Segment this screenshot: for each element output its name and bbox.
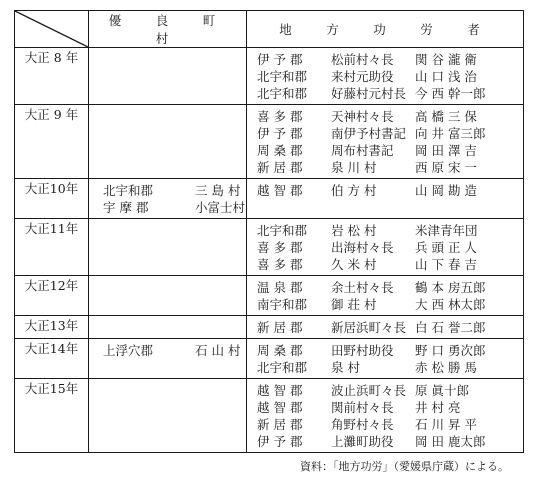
officer-name: 西 原 宋 一	[415, 160, 477, 175]
officer-county: 越 智 郡	[257, 183, 303, 198]
officer-entry	[257, 256, 523, 273]
year-row	[15, 179, 524, 219]
model-village-cell	[89, 105, 247, 179]
officer-position: 伯 方 村	[331, 183, 377, 198]
officer-position: 出海村々長	[331, 240, 394, 255]
officer-position: 岩 松 村	[331, 223, 377, 238]
officer-entry	[257, 159, 523, 176]
village-name: 小富士村	[195, 200, 246, 215]
officer-position: 新居浜町々長	[331, 320, 407, 335]
officer-entry	[257, 182, 523, 199]
officer-county: 北宇和郡	[257, 223, 308, 238]
header-row	[15, 11, 524, 48]
officer-cell	[247, 179, 524, 219]
village-county: 上浮穴郡	[103, 343, 154, 358]
model-village-cell	[89, 276, 247, 316]
officer-name: 大 西 林太郎	[415, 297, 486, 312]
officer-position: 御 荘 村	[331, 297, 377, 312]
officer-county: 伊 予 郡	[257, 434, 303, 449]
year-cell: 大正 8 年	[15, 48, 89, 105]
officer-name: 高 橋 三 保	[415, 109, 477, 124]
officer-cell	[247, 276, 524, 316]
officer-name: 白 石 誉二郎	[415, 320, 486, 335]
village-name: 三 島 村	[195, 183, 241, 198]
officer-position: 久 米 村	[331, 257, 377, 272]
officer-name: 岡 田 澤 吉	[415, 143, 477, 158]
honors-table	[14, 10, 524, 453]
officer-county: 越 智 郡	[257, 400, 303, 415]
officer-position: 余土村々長	[331, 280, 394, 295]
village-entry	[103, 342, 246, 359]
officer-county: 伊 予 郡	[257, 126, 303, 141]
officer-position: 来村元助役	[331, 69, 394, 84]
year-row	[15, 339, 524, 379]
officer-name: 関 谷 瀧 衛	[415, 52, 477, 67]
officer-entry	[257, 433, 523, 450]
officer-county: 周 桑 郡	[257, 343, 303, 358]
officer-county: 喜 多 郡	[257, 109, 303, 124]
officer-name: 赤 松 勝 馬	[415, 360, 477, 375]
officer-name: 井 村 亮	[415, 400, 461, 415]
officer-entry	[257, 296, 523, 313]
officer-name: 今 西 幹一郎	[415, 86, 486, 101]
year-cell: 大正13年	[15, 316, 89, 339]
officer-county: 北宇和郡	[257, 69, 308, 84]
year-cell: 大正11年	[15, 219, 89, 276]
officer-position: 泉 川 村	[331, 160, 377, 175]
year-cell: 大正15年	[15, 379, 89, 453]
officer-position: 泉 村	[331, 360, 360, 375]
village-county: 宇 摩 郡	[103, 200, 149, 215]
officer-cell	[247, 219, 524, 276]
officer-county: 越 智 郡	[257, 383, 303, 398]
model-village-cell	[89, 379, 247, 453]
officer-position: 関前村々長	[331, 400, 394, 415]
model-village-cell	[89, 339, 247, 379]
diagonal-line	[15, 11, 88, 47]
officer-entry	[257, 142, 523, 159]
officer-position: 上灘町助役	[331, 434, 394, 449]
officer-entry	[257, 239, 523, 256]
officer-position: 角野村々長	[331, 417, 394, 432]
model-village-cell	[89, 316, 247, 339]
officer-cell	[247, 105, 524, 179]
year-cell: 大正14年	[15, 339, 89, 379]
officer-county: 新 居 郡	[257, 417, 303, 432]
officer-county: 北宇和郡	[257, 86, 308, 101]
officer-county: 新 居 郡	[257, 320, 303, 335]
officer-name: 山 口 浅 治	[415, 69, 477, 84]
officer-entry	[257, 416, 523, 433]
officer-name: 石 川 昇 平	[415, 417, 477, 432]
year-row	[15, 276, 524, 316]
model-village-cell	[89, 219, 247, 276]
officer-cell	[247, 379, 524, 453]
officer-entry	[257, 342, 523, 359]
model-village-cell	[89, 48, 247, 105]
officer-name: 野 口 勇次郎	[415, 343, 486, 358]
officer-county: 喜 多 郡	[257, 240, 303, 255]
officer-position: 周布村書記	[331, 143, 394, 158]
officer-position: 南伊予村書記	[331, 126, 407, 141]
officer-name: 山 下 春 吉	[415, 257, 477, 272]
year-row	[15, 219, 524, 276]
header-model-villages: 優 良 町 村	[89, 11, 247, 48]
officer-cell	[247, 48, 524, 105]
village-county: 北宇和郡	[103, 183, 154, 198]
officer-name: 原 眞十郎	[415, 383, 469, 398]
officer-position: 波止浜町々長	[331, 383, 407, 398]
year-cell: 大正 9 年	[15, 105, 89, 179]
year-row	[15, 48, 524, 105]
village-entry	[103, 199, 246, 216]
officer-entry	[257, 108, 523, 125]
officer-position: 好藤村元村長	[331, 86, 407, 101]
officer-entry	[257, 51, 523, 68]
officer-county: 伊 予 郡	[257, 52, 303, 67]
officer-name: 向 井 富三郎	[415, 126, 486, 141]
year-cell: 大正10年	[15, 179, 89, 219]
officer-entry	[257, 125, 523, 142]
village-name: 石 山 村	[195, 343, 241, 358]
header-local-merit-persons: 地 方 功 労 者	[247, 11, 524, 48]
officer-county: 北宇和郡	[257, 360, 308, 375]
officer-county: 新 居 郡	[257, 160, 303, 175]
year-row	[15, 105, 524, 179]
officer-position: 松前村々長	[331, 52, 394, 67]
officer-entry	[257, 319, 523, 336]
officer-name: 米津青年団	[415, 223, 478, 238]
officer-entry	[257, 399, 523, 416]
officer-cell	[247, 316, 524, 339]
source-note: 資料：「地方功労」（愛媛県庁蔵）による。	[300, 460, 509, 473]
year-row	[15, 379, 524, 453]
officer-position: 天神村々長	[331, 109, 394, 124]
officer-entry	[257, 85, 523, 102]
officer-position: 田野村助役	[331, 343, 394, 358]
model-village-cell	[89, 179, 247, 219]
officer-county: 周 桑 郡	[257, 143, 303, 158]
officer-name: 岡 田 鹿太郎	[415, 434, 486, 449]
officer-cell	[247, 339, 524, 379]
corner-cell	[15, 11, 89, 48]
officer-name: 山 岡 勘 造	[415, 183, 477, 198]
officer-name: 兵 頭 正 人	[415, 240, 477, 255]
officer-entry	[257, 68, 523, 85]
officer-entry	[257, 222, 523, 239]
officer-county: 温 泉 郡	[257, 280, 303, 295]
officer-entry	[257, 279, 523, 296]
year-cell: 大正12年	[15, 276, 89, 316]
officer-name: 鶴 本 房五郎	[415, 280, 486, 295]
village-entry	[103, 182, 246, 199]
officer-entry	[257, 382, 523, 399]
officer-entry	[257, 359, 523, 376]
officer-county: 喜 多 郡	[257, 257, 303, 272]
year-row	[15, 316, 524, 339]
officer-county: 南宇和郡	[257, 297, 308, 312]
